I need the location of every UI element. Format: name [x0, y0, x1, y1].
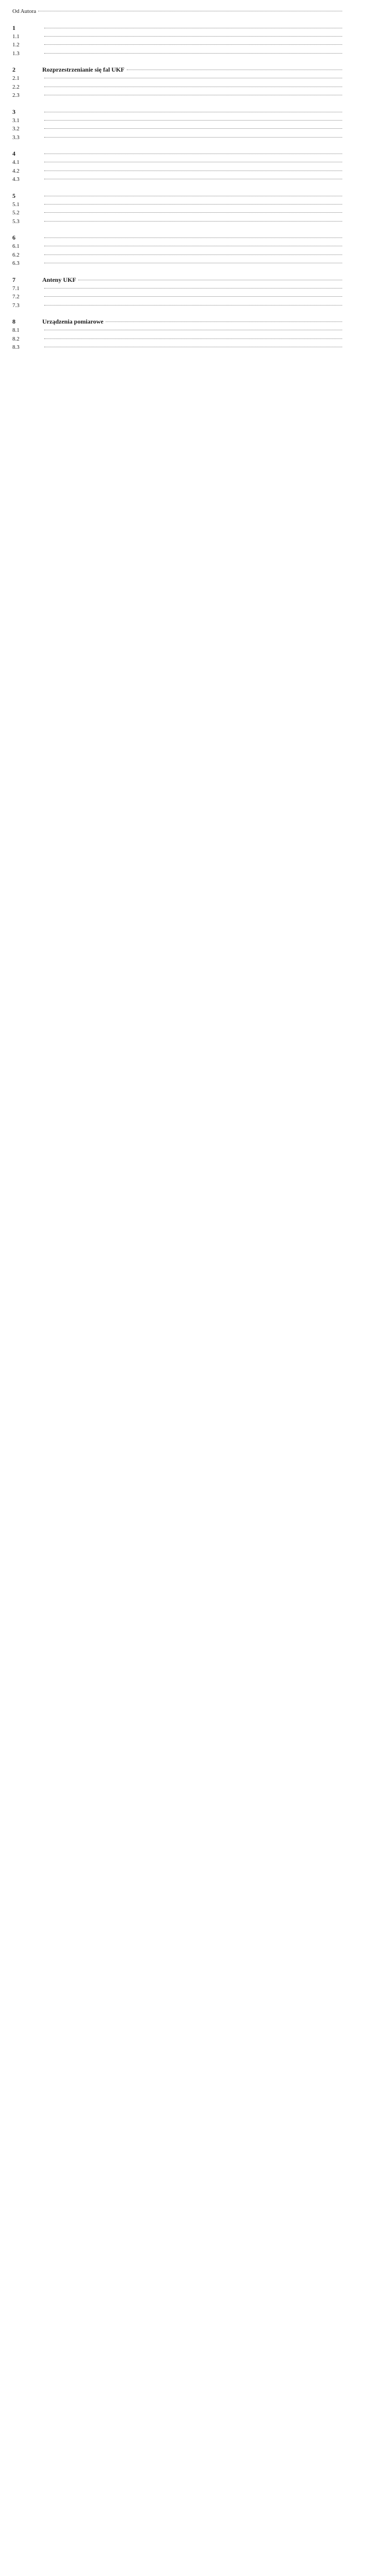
dot-leader — [106, 321, 342, 322]
chapter-number: 4 — [12, 150, 15, 157]
sec-number: 4.3 — [12, 176, 20, 182]
chapter-number: 3 — [12, 108, 15, 115]
toc-entry — [12, 209, 356, 217]
sec-number: 7.3 — [12, 302, 20, 309]
sec-number: 6.3 — [12, 260, 20, 266]
sec-number: 4.1 — [12, 159, 20, 165]
chapter-title: Anteny UKF — [42, 276, 76, 283]
chapter-number: 6 — [12, 234, 15, 241]
chapter-row — [12, 233, 356, 242]
toc-entry — [12, 74, 356, 83]
sec-number: 2.3 — [12, 92, 20, 98]
chapter-row — [12, 149, 356, 158]
dot-leader — [44, 338, 342, 339]
dot-leader — [44, 128, 342, 129]
sec-number: 1.3 — [12, 50, 20, 57]
chapter-row — [12, 275, 356, 284]
chapter-title: Rozprzestrzenianie się fal UKF — [42, 66, 125, 73]
chapter-row — [12, 23, 356, 32]
toc-entry — [12, 293, 356, 301]
chapter-number: 5 — [12, 192, 15, 199]
toc-entry — [12, 284, 356, 293]
dot-leader — [44, 204, 342, 205]
dot-leader — [44, 44, 342, 45]
toc-entry — [12, 217, 356, 226]
table-of-contents — [0, 0, 371, 359]
sec-number: 3.2 — [12, 126, 20, 132]
dot-leader — [44, 137, 342, 138]
sec-number: 3.3 — [12, 134, 20, 141]
sec-number: 5.2 — [12, 210, 20, 216]
chapter-row — [12, 191, 356, 200]
sec-number: 7.2 — [12, 294, 20, 300]
sec-number: 6.1 — [12, 243, 20, 249]
toc-entry — [12, 301, 356, 310]
dot-leader — [44, 120, 342, 121]
toc-entry — [12, 335, 356, 344]
sec-number: 4.2 — [12, 167, 20, 174]
preface-row — [12, 7, 356, 16]
toc-entry — [12, 125, 356, 133]
preface-label: Od Autora — [12, 8, 37, 14]
chapter-row — [12, 317, 356, 326]
dot-leader — [44, 36, 342, 37]
toc-entry — [12, 200, 356, 209]
sec-number: 8.2 — [12, 335, 20, 342]
chapter-row — [12, 107, 356, 116]
toc-entry — [12, 41, 356, 49]
chapter-title: Urządzenia pomiarowe — [42, 318, 104, 325]
sec-number: 6.2 — [12, 251, 20, 258]
toc-entry — [12, 242, 356, 251]
toc-entry — [12, 343, 356, 352]
toc-entry — [12, 167, 356, 176]
toc-entry — [12, 32, 356, 41]
sec-number: 5.3 — [12, 218, 20, 225]
sec-number: 5.1 — [12, 201, 20, 208]
chapter-list — [12, 23, 356, 352]
toc-entry — [12, 91, 356, 100]
toc-entry — [12, 133, 356, 142]
sec-number: 3.1 — [12, 117, 20, 124]
toc-entry — [12, 251, 356, 260]
dot-leader — [44, 221, 342, 222]
sec-number: 8.3 — [12, 344, 20, 350]
sec-number: 2.2 — [12, 83, 20, 90]
dot-leader — [44, 296, 342, 297]
sec-number: 7.1 — [12, 285, 20, 292]
chapter-row — [12, 65, 356, 74]
chapter-number: 1 — [12, 24, 15, 31]
sec-number: 1.1 — [12, 33, 20, 40]
dot-leader — [44, 288, 342, 289]
toc-entry — [12, 158, 356, 167]
dot-leader — [44, 212, 342, 213]
dot-leader — [44, 305, 342, 306]
toc-entry — [12, 175, 356, 184]
chapter-number: 2 — [12, 66, 15, 73]
toc-entry — [12, 259, 356, 268]
sec-number: 1.2 — [12, 42, 20, 48]
toc-entry — [12, 116, 356, 125]
dot-leader — [44, 53, 342, 54]
chapter-number: 8 — [12, 318, 15, 325]
toc-entry — [12, 83, 356, 92]
sec-number: 8.1 — [12, 327, 20, 333]
sec-number: 2.1 — [12, 75, 20, 81]
toc-entry — [12, 326, 356, 335]
toc-entry — [12, 49, 356, 58]
chapter-number: 7 — [12, 276, 15, 283]
